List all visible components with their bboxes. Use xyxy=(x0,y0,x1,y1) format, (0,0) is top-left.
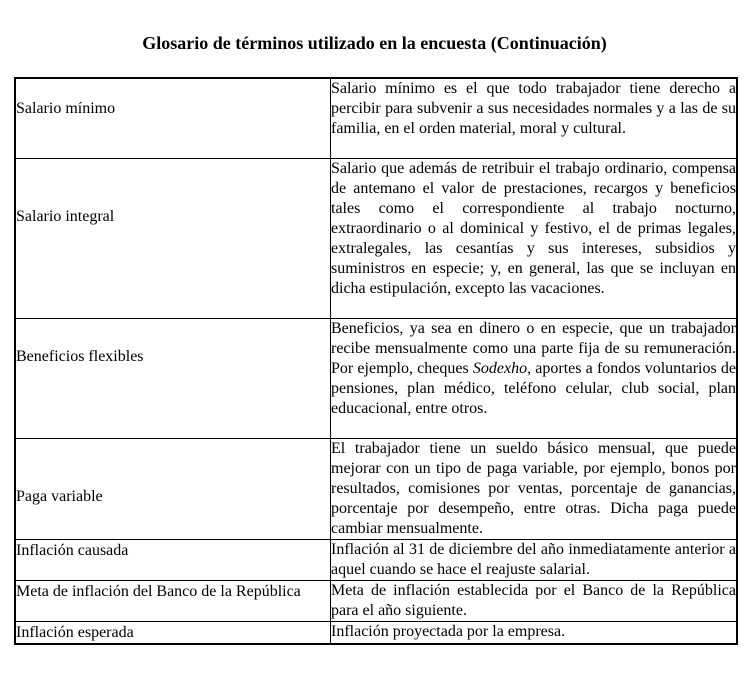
term-cell xyxy=(15,580,331,621)
definition-text: El trabajador tiene un sueldo básico mensual, que puede mejorar con un tipo de paga variable, por ejemplo, bonos por resultados, comisiones por ventas, porcentaje de ganancias, porcentaje por desempeño, entre otras. Dicha paga puede cambiar mensualmente. xyxy=(331,439,736,537)
definition-text: Salario mínimo es el que todo trabajador tiene derecho a percibir para subvenir a sus necesidades normales y a las de su familia, en el orden material, moral y cultural. xyxy=(331,80,736,137)
definition-text-italic: Sodexho xyxy=(472,359,528,377)
definition-text: Meta de inflación establecida por el Banco de la República para el año siguiente. xyxy=(331,581,736,619)
table-row xyxy=(15,621,737,644)
term-text: Beneficios flexibles xyxy=(16,347,144,365)
definition-cell xyxy=(331,438,738,539)
page-title: Glosario de términos utilizado en la encuesta (Continuación) xyxy=(142,33,607,53)
glossary-table xyxy=(14,77,738,645)
definition-text: Inflación proyectada por la empresa. xyxy=(331,622,566,640)
definition-cell xyxy=(331,580,738,621)
term-text: Inflación esperada xyxy=(16,623,134,641)
term-cell xyxy=(15,621,331,644)
table-row xyxy=(15,158,737,318)
definition-text-before: Beneficios, ya sea en dinero o en especie, que un trabajador recibe mensualmente como una parte fija de su remuneración. Por ejemplo, cheques xyxy=(331,319,736,377)
table-row xyxy=(15,539,737,580)
definition-cell xyxy=(331,78,738,158)
table-row xyxy=(15,580,737,621)
definition-cell xyxy=(331,318,738,438)
term-text: Inflación causada xyxy=(16,541,129,559)
definition-cell xyxy=(331,539,738,580)
term-cell xyxy=(15,78,331,158)
term-text: Paga variable xyxy=(16,487,103,505)
definition-text-after: , aportes a fondos voluntarios de pensiones, plan médico, teléfono celular, club social, plan educacional, entre otros. xyxy=(331,359,737,417)
term-cell xyxy=(15,158,331,318)
table-row xyxy=(15,318,737,438)
definition-cell xyxy=(331,158,738,318)
definition-text: Salario que además de retribuir el trabajo ordinario, compensa de antemano el valor de prestaciones, recargos y beneficios tales como el correspondiente al trabajo nocturno, extraordinario o al dominical y festivo, el de primas legales, extralegales, las cesantías y sus intereses, subsidios y suministros en especie; y, en general, las que se incluyan en dicha estipulación, excepto las vacaciones. xyxy=(331,159,736,297)
term-text: Salario mínimo xyxy=(16,100,116,117)
definition-text: Inflación al 31 de diciembre del año inmediatamente anterior a aquel cuando se hace el reajuste salarial. xyxy=(331,540,736,578)
definition-cell xyxy=(331,621,738,644)
term-cell xyxy=(15,438,331,539)
table-row xyxy=(15,78,737,158)
term-text: Meta de inflación del Banco de la República xyxy=(16,582,301,600)
term-cell xyxy=(15,539,331,580)
table-row xyxy=(15,438,737,539)
term-text: Salario integral xyxy=(16,207,115,225)
term-cell xyxy=(15,318,331,438)
